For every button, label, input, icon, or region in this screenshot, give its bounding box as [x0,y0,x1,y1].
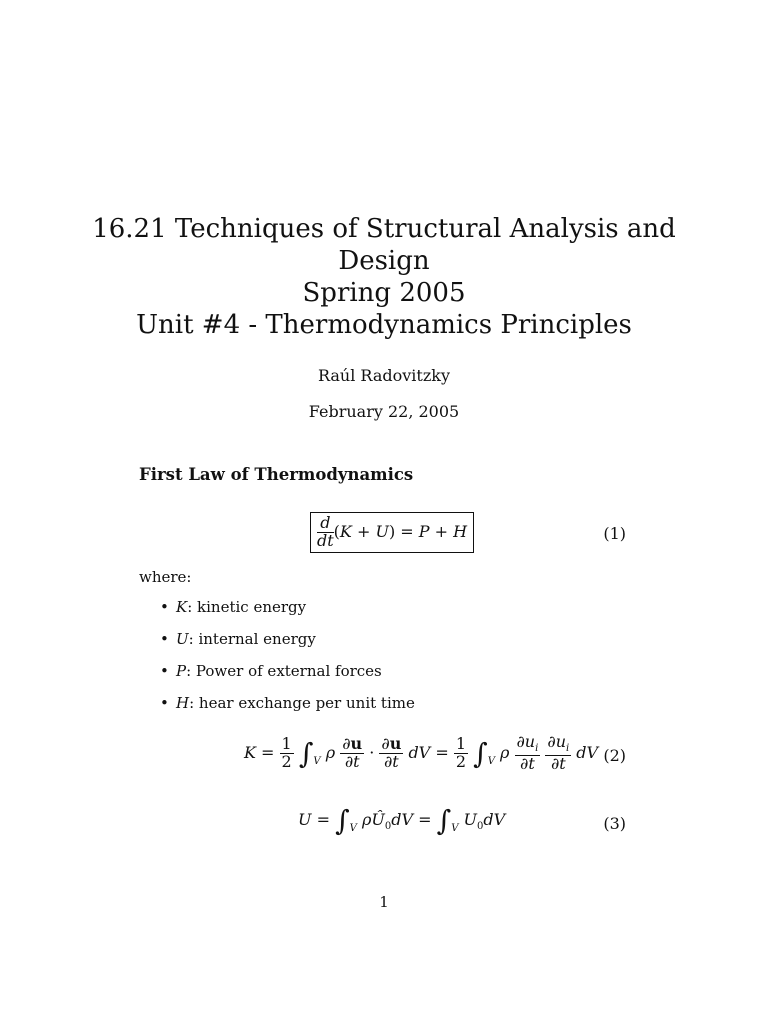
definition-text: : hear exchange per unit time [189,694,415,712]
title-line-2: Design [338,246,430,276]
equation-3-body: $U = \int_V$ $\rho Û_0dV = \int_V$ $U_0dV$ [298,804,506,837]
list-item [160,692,415,724]
document-title [0,213,768,341]
definition-text: : kinetic energy [187,598,307,616]
definition-text: : internal energy [188,630,316,648]
fraction-d-dt: $\frac{d}{dt}$ [317,513,334,550]
title-line-3: Spring 2005 [302,278,466,308]
definition-list [160,596,415,724]
list-item [160,596,415,628]
equation-1-body [310,512,474,553]
title-line-1: 16.21 Techniques of Structural Analysis and [92,214,676,244]
bullet-icon: • [160,662,169,680]
equation-1-number: (1) [603,524,626,543]
bullet-icon: • [160,630,169,648]
list-item [160,628,415,660]
author-name: Raúl Radovitzky [317,366,451,385]
definition-symbol: P [176,662,187,680]
bullet-icon: • [160,598,169,616]
document-date: February 22, 2005 [308,402,460,421]
equation-1-box: $\frac{d}{dt}$ (K + U) = P + H [310,512,474,553]
equation-2-number: (2) [603,746,626,765]
bullet-icon: • [160,694,169,712]
equation-2-body: K = $\frac{1}{2}$ $\int_V$ ρ $\frac{\partial u}{\partial t}$ · $\frac{\partial u}{\partial t}$ dV = $\frac{1}{2}$ $\int_V$ ρ $\frac{\partial u_i}{\partial t}$ $\frac{\partial u_i}{\partial t}$ dV [244,732,599,773]
equation-3 [0,804,768,848]
list-item [160,660,415,692]
title-line-4: Unit #4 - Thermodynamics Principles [136,310,632,340]
page-number: 1 [379,893,389,911]
equation-2 [0,734,768,784]
equation-3-number: (3) [603,814,626,833]
where-label: where: [139,568,192,586]
section-heading: First Law of Thermodynamics [139,465,414,484]
definition-symbol: H [176,694,190,712]
definition-text: : Power of external forces [186,662,382,680]
definition-symbol: U [176,630,189,648]
definition-symbol: K [176,598,188,616]
equation-1 [0,512,768,556]
